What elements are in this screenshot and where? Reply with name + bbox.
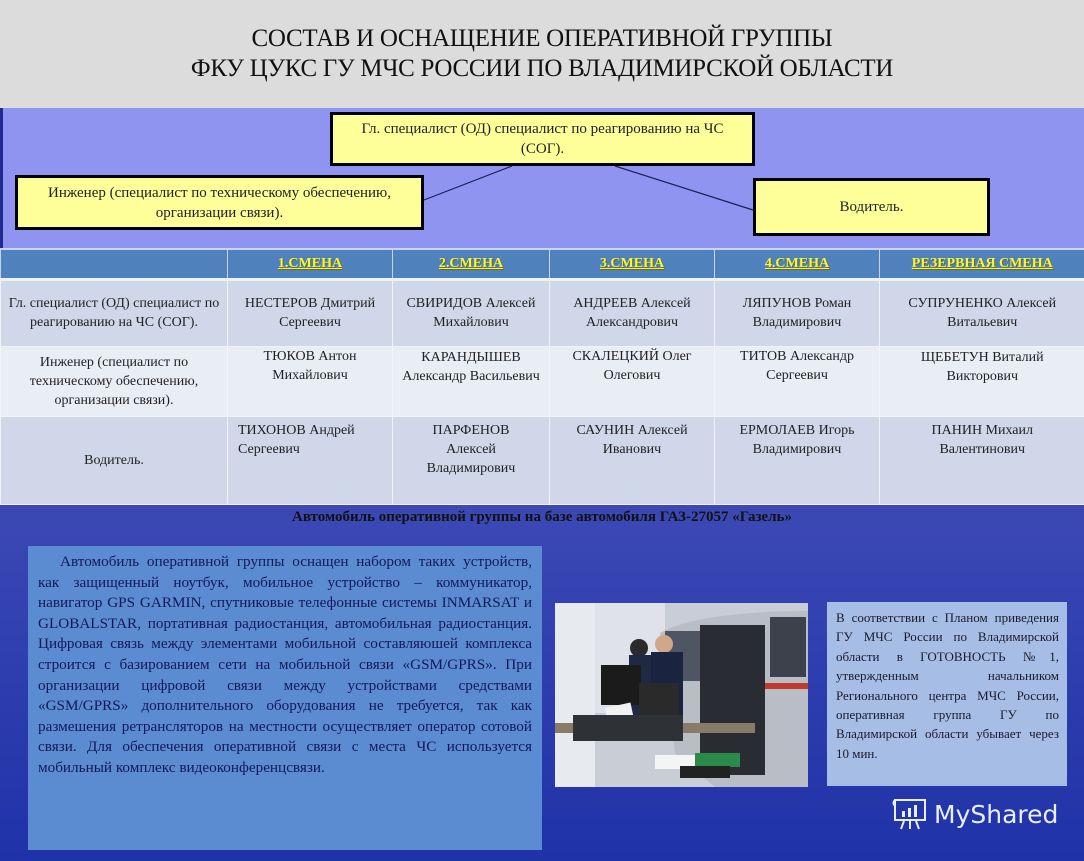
header-cell-shift-4: 4.СМЕНА xyxy=(715,249,880,279)
watermark-text: MyShared xyxy=(934,799,1059,829)
person-cell: КАРАНДЫШЕВ Александр Васильевич xyxy=(393,346,550,416)
readiness-note-text: В соответствии с Планом приведения ГУ МЧС России по Владимирской области в ГОТОВНОСТЬ №1, утвержденным начальником Регионального центра МЧС России, оперативная группа ГУ по Владимирской области убывает через 10 мин. xyxy=(836,610,1059,761)
readiness-note xyxy=(827,602,1067,786)
shifts-table xyxy=(0,248,1084,505)
slide-title-line-1: СОСТАВ И ОСНАЩЕНИЕ ОПЕРАТИВНОЙ ГРУППЫ xyxy=(251,25,833,52)
header-cell-shift-2: 2.СМЕНА xyxy=(393,249,550,279)
header-cell-reserve-shift: РЕЗЕРВНАЯ СМЕНА xyxy=(880,249,1084,279)
table-header-row xyxy=(1,249,1084,279)
org-box-engineer xyxy=(15,175,424,230)
org-box-head-specialist xyxy=(330,112,755,166)
table-row xyxy=(1,346,1084,416)
person-cell: ТЮКОВ Антон Михайлович xyxy=(228,346,393,416)
myshared-watermark[interactable] xyxy=(892,797,1058,831)
person-cell: ЕРМОЛАЕВ Игорь Владимирович xyxy=(715,416,880,504)
org-box-head-label: Гл. специалист (ОД) специалист по реагированию на ЧС (СОГ). xyxy=(361,121,724,157)
role-cell: Гл. специалист (ОД) специалист по реагированию на ЧС (СОГ). xyxy=(1,279,228,346)
vehicle-caption: Автомобиль оперативной группы на базе автомобиля ГАЗ-27057 «Газель» xyxy=(292,509,792,525)
person-cell: ЛЯПУНОВ Роман Владимирович xyxy=(715,279,880,346)
person-cell: ПАНИН Михаил Валентинович xyxy=(880,416,1084,504)
org-box-engineer-label: Инженер (специалист по техническому обеспечению, организации связи). xyxy=(48,184,391,221)
shifts-table-container xyxy=(0,248,1084,506)
vehicle-equipment-description xyxy=(28,546,542,850)
role-cell: Водитель. xyxy=(1,416,228,504)
person-cell: СВИРИДОВ Алексей Михайлович xyxy=(393,279,550,346)
org-box-driver-label: Водитель. xyxy=(839,199,904,215)
org-box-driver xyxy=(753,178,990,236)
person-cell: ТИХОНОВ Андрей Сергеевич xyxy=(228,416,393,504)
table-row xyxy=(1,279,1084,346)
person-cell: СКАЛЕЦКИЙ Олег Олегович xyxy=(550,346,715,416)
header-cell-shift-3: 3.СМЕНА xyxy=(550,249,715,279)
vehicle-equipment-text: Автомобиль оперативной группы оснащен набором таких устройств, как защищенный ноутбук, мобильное устройство – коммуникатор, навигатор GPS GARMIN, спутниковые телефонные системы INMARSAT и GLOBALSTAR, портативная радиостанция, автомобильная радиостанция. Цифровая связь между элементами мобильной составляюшей комплекса строится с базированием сети на мобильной связи «GSM/GPRS». При организации цифровой связи между устройствами средствами «GSM/GPRS» дополнительного оборудования не требуется, так как размешения ретрансляторов на местности осуществляет оператор сотовой связи. Для обеспечения оперативной связи с места ЧС используется мобильный комплекс видеоконференцсвязи. xyxy=(38,553,532,776)
slide-title-line-2: ФКУ ЦУКС ГУ МЧС РОССИИ ПО ВЛАДИМИРСКОЙ ОБЛАСТИ xyxy=(190,55,894,82)
slide-header xyxy=(0,0,1084,108)
person-cell: НЕСТЕРОВ Дмитрий Сергеевич xyxy=(228,279,393,346)
presentation-board-icon xyxy=(892,797,928,831)
person-cell: АНДРЕЕВ Алексей Александрович xyxy=(550,279,715,346)
header-cell-shift-1: 1.СМЕНА xyxy=(228,249,393,279)
header-cell-role xyxy=(1,249,228,279)
vehicle-photo xyxy=(555,603,808,787)
vehicle-photo-illustration xyxy=(555,603,808,787)
person-cell: ТИТОВ Александр Сергеевич xyxy=(715,346,880,416)
role-cell: Инженер (специалист по техническому обеспечению, организации связи). xyxy=(1,346,228,416)
person-cell: СУПРУНЕНКО Алексей Витальевич xyxy=(880,279,1084,346)
person-cell: ПАРФЕНОВ Алексей Владимирович xyxy=(393,416,550,504)
table-row xyxy=(1,416,1084,504)
person-cell: ЩЕБЕТУН Виталий Викторович xyxy=(880,346,1084,416)
person-cell: САУНИН Алексей Иванович xyxy=(550,416,715,504)
